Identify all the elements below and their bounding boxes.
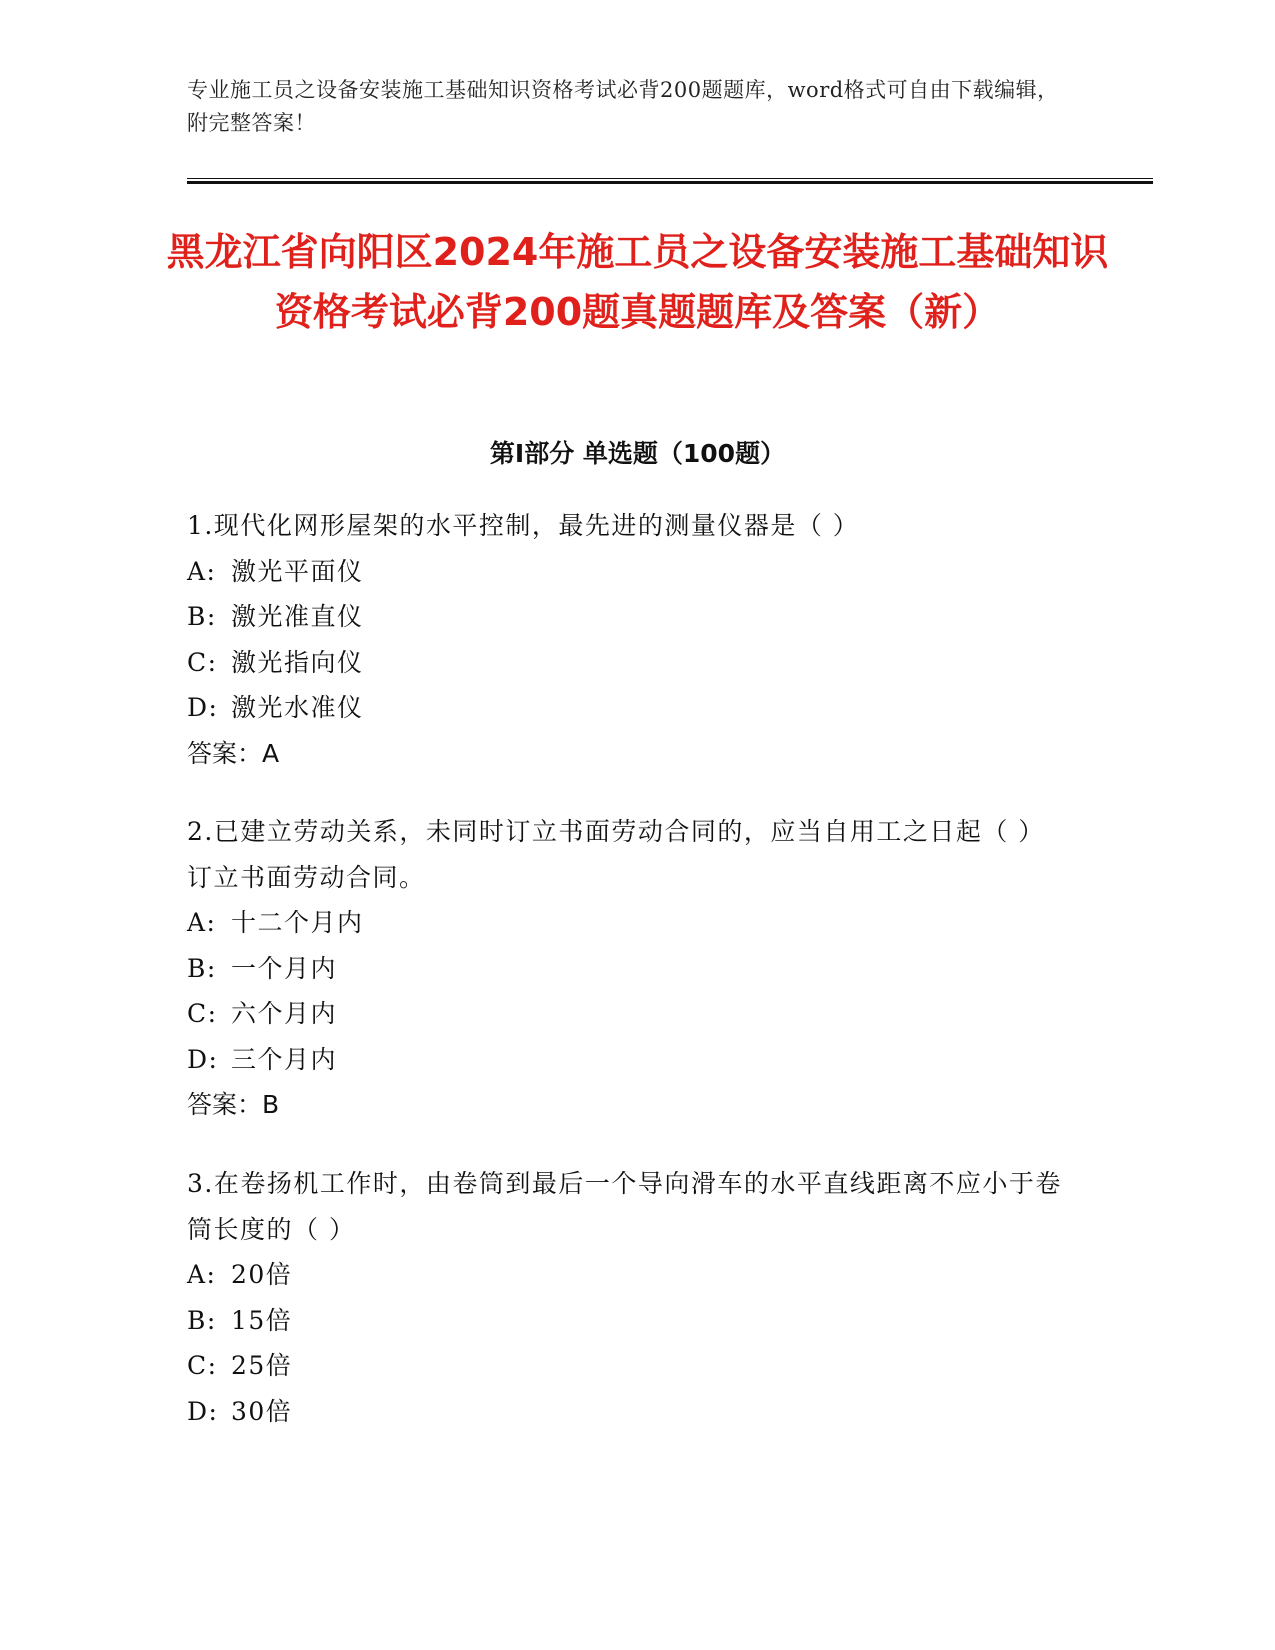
option-key: A: — [187, 556, 217, 586]
option-text: 十二个月内 — [231, 908, 364, 937]
header-note: 专业施工员之设备安装施工基础知识资格考试必背200题题库，word格式可自由下载编辑，附完整答案！ — [187, 78, 1059, 135]
option-key: B: — [187, 1305, 217, 1335]
option-text: 一个月内 — [231, 953, 338, 983]
option-key: B: — [187, 953, 217, 983]
option-key: D: — [187, 1396, 219, 1426]
header-divider-thin — [187, 178, 1153, 179]
option-key: A: — [187, 908, 217, 937]
option-c — [187, 640, 1067, 686]
option-text: 激光指向仪 — [231, 647, 364, 677]
option-d — [187, 1037, 1067, 1083]
question-stem: 2.已建立劳动关系，未同时订立书面劳动合同的，应当自用工之日起（ ）订立书面劳动合同。 — [187, 817, 1045, 892]
option-text: 15倍 — [231, 1305, 293, 1335]
option-c — [187, 991, 1067, 1037]
option-b — [187, 1298, 1067, 1344]
option-text: 六个月内 — [231, 999, 338, 1028]
question-3 — [187, 1161, 1067, 1434]
option-b — [187, 594, 1067, 640]
option-text: 激光平面仪 — [231, 556, 364, 586]
option-a — [187, 900, 1067, 946]
document-title: 黑龙江省向阳区2024年施工员之设备安装施工基础知识资格考试必背200题真题题库及答案（新） — [166, 230, 1109, 334]
section-heading: 第Ⅰ部分 单选题（100题） — [489, 439, 786, 468]
option-text: 30倍 — [231, 1396, 293, 1426]
question-2 — [187, 809, 1067, 1128]
option-text: 25倍 — [231, 1351, 293, 1380]
option-d — [187, 1389, 1067, 1435]
option-key: C: — [187, 999, 218, 1028]
option-c — [187, 1343, 1067, 1389]
option-text: 20倍 — [231, 1260, 293, 1289]
option-key: D: — [187, 1044, 219, 1074]
question-stem: 3.在卷扬机工作时，由卷筒到最后一个导向滑车的水平直线距离不应小于卷筒长度的（ ） — [187, 1169, 1062, 1244]
question-stem: 1.现代化网形屋架的水平控制，最先进的测量仪器是（ ） — [187, 511, 860, 540]
answer-line: 答案：B — [187, 1090, 280, 1119]
option-a — [187, 1252, 1067, 1298]
option-d — [187, 685, 1067, 731]
option-key: D: — [187, 693, 219, 722]
option-key: A: — [187, 1260, 217, 1289]
option-text: 三个月内 — [231, 1044, 338, 1074]
option-b — [187, 946, 1067, 992]
option-key: C: — [187, 1351, 218, 1380]
question-1 — [187, 503, 1067, 776]
header-divider-thick — [187, 181, 1153, 184]
option-key: C: — [187, 647, 218, 677]
option-a — [187, 549, 1067, 595]
option-key: B: — [187, 602, 217, 631]
answer-line: 答案：A — [187, 738, 280, 768]
option-text: 激光准直仪 — [231, 602, 364, 631]
option-text: 激光水准仪 — [231, 693, 364, 722]
